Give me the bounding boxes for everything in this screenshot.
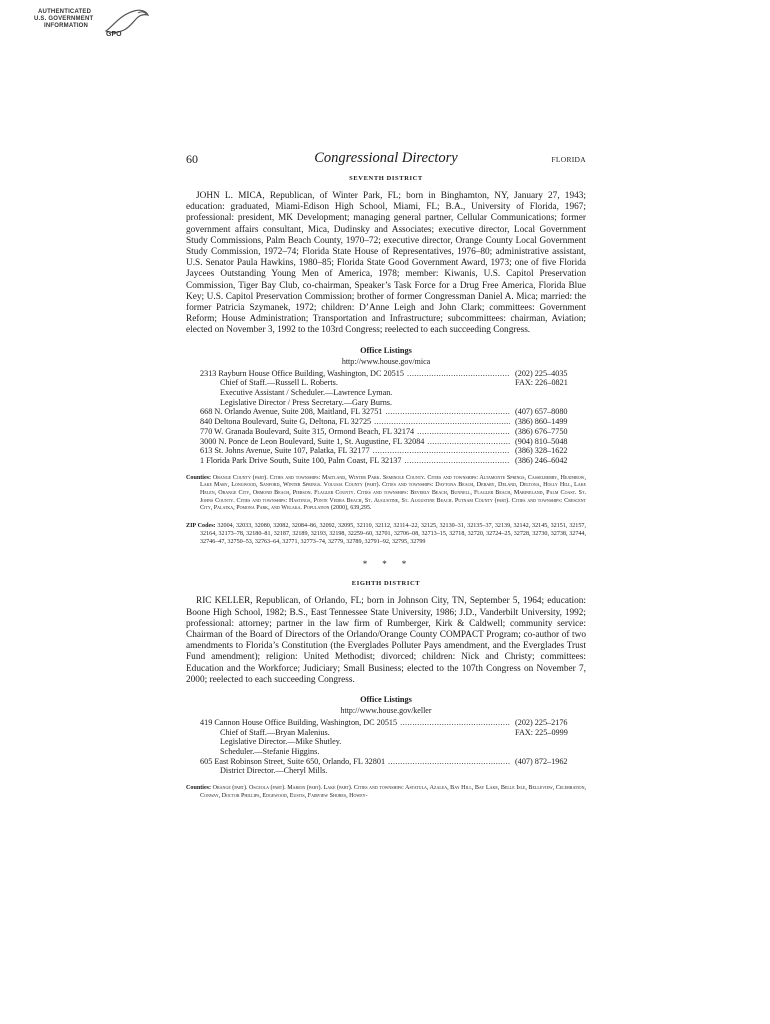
eighth-website-link[interactable]: http://www.house.gov/keller <box>340 705 432 715</box>
staff-entry: Legislative Director / Press Secretary.—Gary Burns. <box>220 397 393 407</box>
office-row <box>186 437 586 447</box>
office-row <box>186 446 586 456</box>
state-name: FLORIDA <box>551 155 586 164</box>
counties-text: Orange (part). Osceola (part). Marion (part). Lake (part). Cities and townships: Astatula, Azalea, Bay Hill, Bay Lake, Belle Isle, Belleview, Celebration, Conway, Doctor Phillips, Edgewood, Eustis, Fairview Shores, Howey- <box>200 785 586 799</box>
gpo-seal <box>30 5 150 47</box>
directory-page <box>186 150 586 801</box>
seal-text-information: INFORMATION <box>44 23 89 29</box>
seal-text-government: U.S. GOVERNMENT <box>34 16 94 22</box>
eighth-district-bio: RIC KELLER, Republican, of Orlando, FL; born in Johnson City, TN, September 5, 1964; education: Boone High School, 1982; B.S., East Tennessee State University, 1986; J.D., Vanderbilt University, 1992; professional: attorney; partner in the law firm of Rumberger, Kirk & Caldwell; community service: Chairman of the Board of Directors of the Orlando/Orange County COMPACT Program; co-author of two amendments to Florida’s Constitution (the Everglades Polluter Pays amendment, and the Everglades Trust Fund amendment); religion: United Methodist; divorced; children: Nick and Christy; committees: Education and the Workforce; Judiciary; Small Business; elected to the 107th Congress on November 7, 2000; reelected to each succeeding Congress. <box>186 596 586 685</box>
counties-label: Counties: <box>186 474 212 481</box>
office-phone: (386) 246–6042 <box>515 455 568 465</box>
office-row <box>186 427 586 437</box>
staff-entry: Executive Assistant / Scheduler.—Lawrence Lyman. <box>220 388 393 398</box>
office-address: 613 St. Johns Avenue, Suite 107, Palatka, FL 32177 <box>200 446 370 456</box>
seal-text-gpo: GPO <box>106 31 122 38</box>
office-row <box>186 369 586 379</box>
seal-text-authenticated: AUTHENTICATED <box>38 9 92 15</box>
office-address: 770 W. Granada Boulevard, Suite 315, Ormond Beach, FL 32174 <box>200 426 415 436</box>
office-phone: (386) 676–7750 <box>515 426 568 436</box>
zip-text: 32004, 32033, 32080, 32082, 32084–86, 32092, 32095, 32110, 32112, 32114–22, 32125, 32130–31, 32135–37, 32139, 32142, 32145, 32151, 32157, 32164, 32173–78, 32180–81, 32187, 32189, 32193, 32198, 32259–60, 32701, 32706–08, 32713–15, 32718, 32720, 32724–25, 32728, 32730, 32738, 32744, 32746–47, 32750–53, 32763–64, 32771, 32773–74, 32779, 32789, 32791–92, 32795, 32799 <box>200 523 586 545</box>
eighth-counties <box>186 785 586 800</box>
staff-entry: Scheduler.—Stefanie Higgins. <box>220 747 320 757</box>
office-address: 605 East Robinson Street, Suite 650, Orlando, FL 32801 <box>200 756 386 766</box>
counties-label: Counties: <box>186 785 212 792</box>
seventh-zip-codes <box>186 523 586 546</box>
running-head <box>186 150 586 170</box>
office-row <box>186 728 586 738</box>
page-title: Congressional Directory <box>314 150 458 166</box>
office-phone: (386) 860–1499 <box>515 417 568 427</box>
office-row <box>186 456 586 466</box>
separator-star: * <box>382 559 390 570</box>
staff-entry: District Director.—Cheryl Mills. <box>220 766 328 776</box>
office-row <box>186 757 586 767</box>
seventh-district-heading: SEVENTH DISTRICT <box>349 175 423 182</box>
office-fax: FAX: 225–0999 <box>515 727 568 737</box>
page-number: 60 <box>186 152 198 166</box>
seventh-district-bio: JOHN L. MICA, Republican, of Winter Park, FL; born in Binghamton, NY, January 27, 1943; education: graduated, Miami-Edison High School, Miami, FL; B.A., University of Florida, 1967; professional: president, MK Development; managing general partner, Cellular Communications; former government affairs consultant, Mica, Dudinsky and Associates; executive director, Local Government Study Commissions, Palm Beach County, 1970–72; executive director, Orange County Local Government Study Commission, 1972–74; Florida State House of Representatives, 1976–80; administrative assistant, U.S. Senator Paula Hawkins, 1980–85; Florida State Good Government Award, 1973; one of five Florida Jaycees Outstanding Young Men of America, 1978; member: Kiwanis, U.S. Capitol Preservation Commission, Tiger Bay Club, co-chairman, Speaker’s Task Force for a Drug Free America, Florida Blue Key; U.S. Capitol Preservation Commission; brother of former Congressman Daniel A. Mica; married: the former Patricia Szymanek, 1972; children: D’Anne Leigh and John Clark; committees: Government Reform; House Administration; Transportation and Infrastructure; subcommittees: chairman, Aviation; elected on November 3, 1992 to the 103rd Congress; reelected to each succeeding Congress. <box>186 191 586 336</box>
eighth-office-list <box>186 718 586 776</box>
office-row <box>186 407 586 417</box>
office-phone: (407) 872–1962 <box>515 756 568 766</box>
office-address: 2313 Rayburn House Office Building, Washington, DC 20515 <box>200 368 404 378</box>
office-row <box>186 718 586 728</box>
office-row <box>186 378 586 388</box>
seventh-office-listings-heading: Office Listings <box>360 345 412 355</box>
office-phone: (202) 225–4035 <box>515 368 568 378</box>
separator-star: * <box>362 559 371 570</box>
seventh-website-link[interactable]: http://www.house.gov/mica <box>341 356 431 366</box>
office-address: 668 N. Orlando Avenue, Suite 208, Maitland, FL 32751 <box>200 407 383 417</box>
office-phone: (904) 810–5048 <box>515 436 568 446</box>
office-address: 1 Florida Park Drive South, Suite 100, Palm Coast, FL 32137 <box>200 455 402 465</box>
office-phone: (407) 657–8080 <box>515 407 568 417</box>
eighth-district-heading: EIGHTH DISTRICT <box>351 580 421 588</box>
eighth-office-listings-heading: Office Listings <box>360 694 412 704</box>
office-phone: (202) 225–2176 <box>515 717 568 727</box>
separator-star: * <box>401 559 410 570</box>
staff-entry: Chief of Staff.—Bryan Malenius. <box>220 727 330 737</box>
office-phone: (386) 328–1622 <box>515 446 568 456</box>
section-separator <box>186 559 586 569</box>
office-address: 3000 N. Ponce de Leon Boulevard, Suite 1, St. Augustine, FL 32084 <box>200 436 425 446</box>
office-row <box>186 417 586 427</box>
seventh-office-list <box>186 369 586 466</box>
office-address: 840 Deltona Boulevard, Suite G, Deltona, FL 32725 <box>200 417 372 427</box>
seventh-counties <box>186 475 586 514</box>
office-address: 419 Cannon House Office Building, Washington, DC 20515 <box>200 717 398 727</box>
staff-entry: Chief of Staff.—Russell L. Roberts. <box>220 378 338 388</box>
staff-entry: Legislative Director.—Mike Shutley. <box>220 737 342 747</box>
counties-text: Orange County (part). Cities and townships: Maitland, Winter Park. Seminole County. Cities and townships: Altamonte Springs, Casselberry, Heathrow, Lake Mary, Longwood, Sanford, Winter Springs. Volusia County (part). Cities and townships: Daytona Beach, Debary, Deland, Deltona, Holly Hill, Lake Helen, Orange City, Ormond Beach, Pierson. Flagler County. Cities and townships: Beverly Beach, Bunnell, Flagler Beach, Marineland, Palm Coast. St. Johns County. Cities and townships: Hastings, Ponte Vedra Beach, St. Augustine, St. Augustine Beach. Putnam County (part). Cities and townships: Crescent City, Palatka, Pomona Park, and Welaka. Population (2000), 639,295. <box>200 474 586 512</box>
zip-label: ZIP Codes: <box>186 523 216 530</box>
office-fax: FAX: 226–0821 <box>515 378 568 388</box>
